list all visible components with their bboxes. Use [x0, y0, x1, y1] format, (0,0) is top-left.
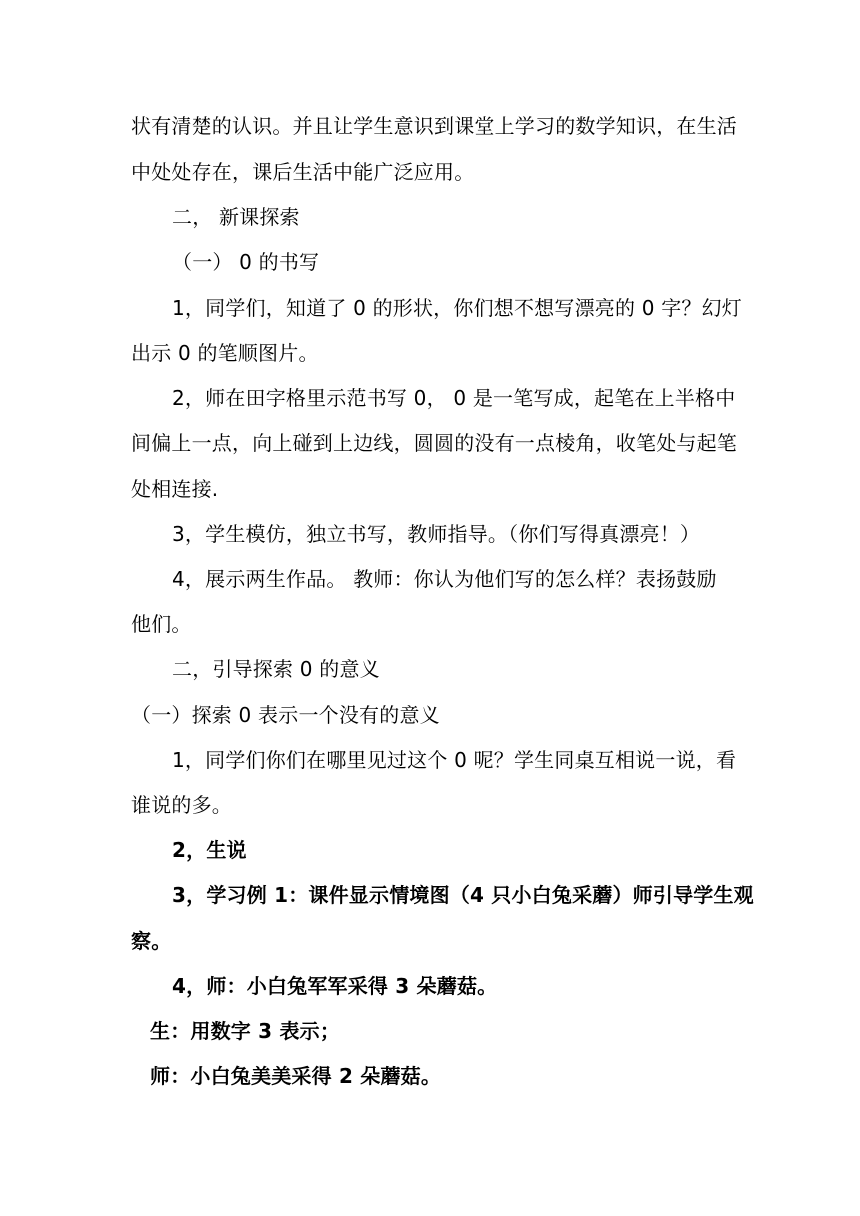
paragraph-line: 1，同学们你们在哪里见过这个 0 呢？学生同桌互相说一说，看: [172, 748, 737, 772]
paragraph-line: 处相连接.: [131, 477, 219, 501]
subsection-heading: （一）探索 0 表示一个没有的意义: [131, 703, 440, 727]
paragraph-line: 中处处存在，课后生活中能广泛应用。: [131, 160, 475, 184]
paragraph-line: 谁说的多。: [131, 793, 232, 817]
paragraph-line: 间偏上一点，向上碰到上边线，圆圆的没有一点棱角，收笔处与起笔: [131, 431, 737, 455]
paragraph-line: 3，学习例 1：课件显示情境图（4 只小白兔采蘑）师引导学生观: [172, 883, 754, 907]
paragraph-line: 他们。: [131, 612, 192, 636]
paragraph-line: 出示 0 的笔顺图片。: [131, 341, 319, 365]
paragraph-line: 4，展示两生作品。 教师：你认为他们写的怎么样？表扬鼓励: [172, 567, 717, 591]
paragraph-line: 2，生说: [172, 838, 247, 862]
paragraph-line: 生：用数字 3 表示；: [150, 1019, 341, 1043]
paragraph-line: 4，师：小白兔军军采得 3 朵蘑菇。: [172, 974, 498, 998]
paragraph-line: 2，师在田字格里示范书写 0， 0 是一笔写成，起笔在上半格中: [172, 386, 736, 410]
paragraph-line: 察。: [131, 929, 172, 953]
subsection-heading: （一） 0 的书写: [172, 250, 320, 274]
section-heading: 二， 新课探索: [172, 205, 300, 229]
section-heading: 二，引导探索 0 的意义: [172, 657, 380, 681]
paragraph-line: 师：小白兔美美采得 2 朵蘑菇。: [150, 1064, 442, 1088]
paragraph-line: 状有清楚的认识。并且让学生意识到课堂上学习的数学知识，在生活: [131, 114, 737, 138]
paragraph-line: 1，同学们，知道了 0 的形状，你们想不想写漂亮的 0 字？幻灯: [172, 296, 743, 320]
paragraph-line: 3，学生模仿，独立书写，教师指导。（你们写得真漂亮！）: [172, 522, 701, 546]
